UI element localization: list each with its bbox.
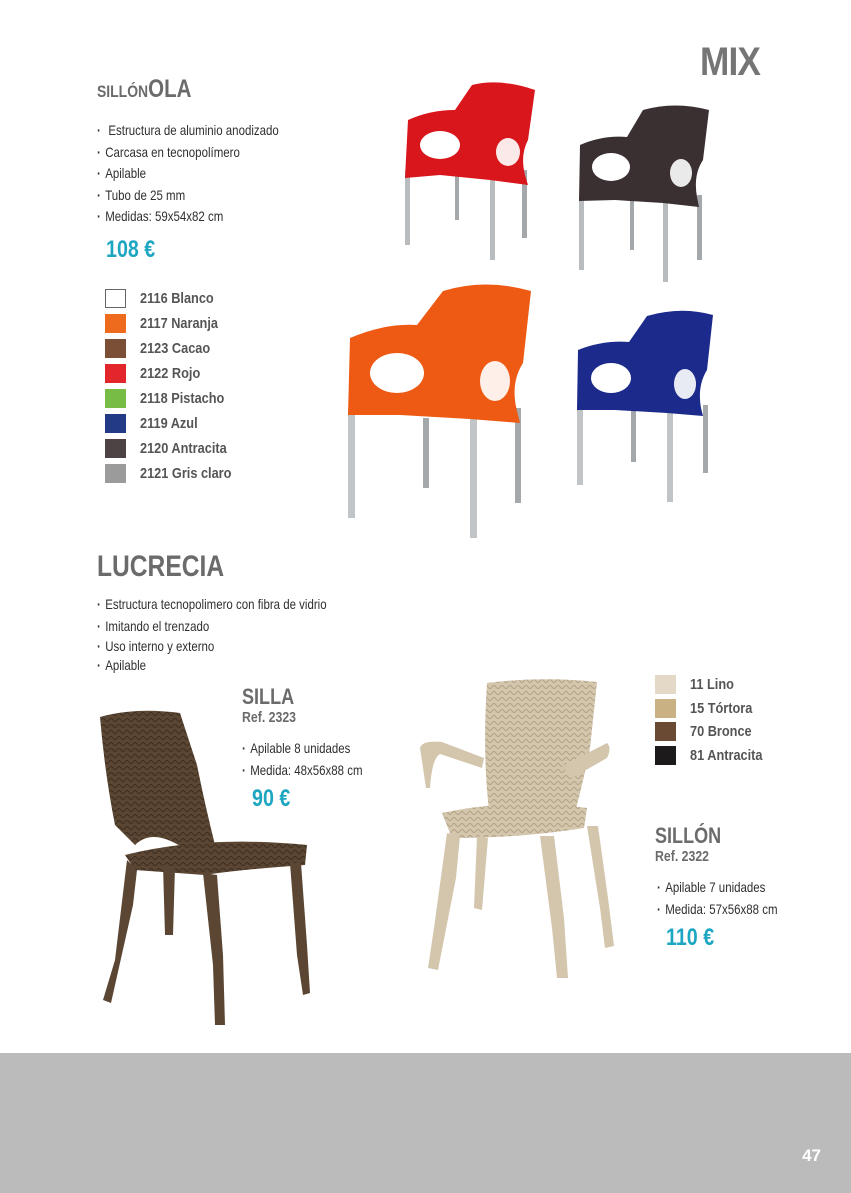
lucrecia-feature-list [97,594,327,675]
color-swatch [105,314,126,333]
color-label: 2116 Blanco [140,290,214,307]
ola-title-name: OLA [148,75,192,103]
ola-feature: · Apilable [97,163,279,185]
sillon-feature: · Apilable 7 unidades [657,877,778,899]
ola-chair-blue-image [573,310,718,505]
ola-chair-anthracite-image [575,105,715,290]
color-label: 81 Antracita [690,746,763,764]
color-option [105,411,248,436]
ola-feature: · Carcasa en tecnopolímero [97,142,279,164]
silla-title: SILLA [242,684,295,709]
ola-color-list [105,286,248,486]
color-option [105,386,248,411]
color-label: 2123 Cacao [140,340,211,357]
color-label: 11 Lino [690,676,734,694]
silla-feature: · Apilable 8 unidades [242,738,363,760]
silla-feature: · Medida: 48x56x88 cm [242,760,363,782]
color-option [105,461,248,486]
ola-feature: · Estructura de aluminio anodizado [97,120,279,142]
ola-feature: · Medidas: 59x54x82 cm [97,206,279,228]
color-label: 2122 Rojo [140,365,201,382]
lucrecia-color-list [655,673,775,767]
silla-ref: Ref. 2323 [242,709,297,726]
color-option [105,286,248,311]
page-number: 47 [802,1146,821,1165]
color-option [105,361,248,386]
color-swatch [105,289,126,308]
color-swatch [105,364,126,383]
sillon-ref: Ref. 2322 [655,848,710,865]
color-swatch [105,464,126,483]
color-swatch [655,675,676,694]
color-label: 70 Bronce [690,723,752,741]
color-label: 15 Tórtora [690,699,753,717]
ola-chair-red-image [400,80,540,265]
color-label: 2118 Pistacho [140,390,225,407]
lucrecia-feature: · Uso interno y externo [97,637,327,656]
color-label: 2119 Azul [140,415,198,432]
color-label: 2117 Naranja [140,315,218,332]
color-option [655,697,775,721]
ola-chair-orange-image [345,283,535,543]
lucrecia-sillon-image [412,678,622,983]
lucrecia-feature: · Estructura tecnopolimero con fibra de vidrio [97,594,327,616]
ola-title [97,75,191,104]
ola-feature-list [97,120,279,228]
section-title: MIX [700,40,760,84]
sillon-title: SILLÓN [655,823,722,848]
ola-price: 108 € [106,236,156,263]
lucrecia-feature: · Imitando el trenzado [97,616,327,638]
color-swatch [105,389,126,408]
color-option [655,744,775,768]
ola-feature: · Tubo de 25 mm [97,185,279,207]
color-label: 2120 Antracita [140,440,227,457]
color-swatch [105,414,126,433]
lucrecia-title: LUCRECIA [97,550,225,583]
lucrecia-feature: · Apilable [97,656,327,675]
color-option [105,311,248,336]
lucrecia-silla-image [85,705,320,1030]
ola-title-prefix: SILLÓN [97,82,149,101]
silla-price: 90 € [252,785,291,812]
sillon-feature: · Medida: 57x56x88 cm [657,899,778,921]
color-swatch [105,339,126,358]
color-option [105,436,248,461]
sillon-feature-list [657,877,778,920]
color-swatch [655,699,676,718]
sillon-price: 110 € [666,924,715,951]
color-option [655,720,775,744]
color-swatch [105,439,126,458]
color-swatch [655,722,676,741]
color-swatch [655,746,676,765]
color-label: 2121 Gris claro [140,465,232,482]
color-option [105,336,248,361]
footer-band [0,1053,851,1193]
color-option [655,673,775,697]
